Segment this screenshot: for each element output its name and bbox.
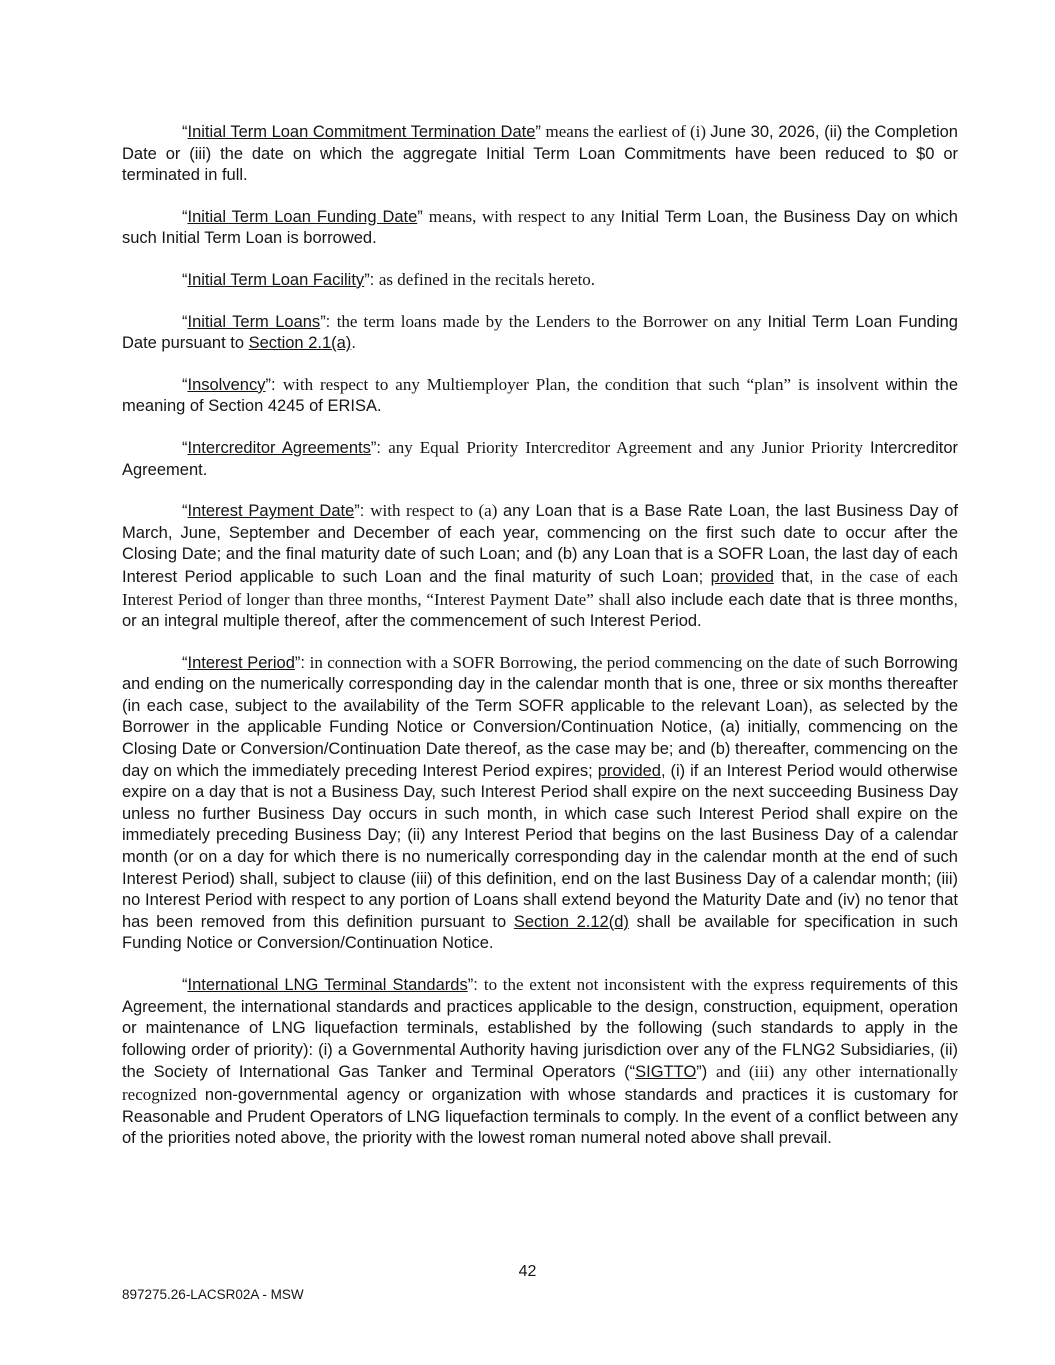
text-run: within the meaning of Section 4245 of ERISA. <box>122 375 958 416</box>
text-run: “ <box>182 976 188 994</box>
underlined-term: Section 2.12(d) <box>513 912 629 931</box>
text-run: ”: <box>265 375 283 394</box>
text-run: as defined in the recitals hereto. <box>378 269 596 289</box>
definition-paragraph <box>122 311 958 355</box>
underlined-term: Initial Term Loans <box>187 312 321 331</box>
page-number: 42 <box>518 1263 537 1280</box>
text-run: with respect to (a) <box>370 501 503 521</box>
document-body <box>122 121 958 1150</box>
text-run: any Loan that is a Base Rate Loan, the last Business Day of March, June, September and December of each year, commencing on the first such date to occur after the Closing Date; and the final maturity date of such Loan; and (b) any Loan that is a SOFR Loan, the last day of each Interest Period applicable to such Loan and the final maturity of such Loan; <box>122 502 958 586</box>
underlined-term: SIGTTO <box>635 1063 697 1082</box>
text-run: the term loans made by the Lenders to the Borrower on any <box>336 311 768 331</box>
text-run: that, <box>773 567 821 586</box>
definition-paragraph <box>122 437 958 481</box>
text-run: “ <box>182 502 188 521</box>
text-run: shall be available for specification in such Funding Notice or Conversion/Continuation Notice. <box>122 912 958 953</box>
underlined-term: Initial Term Loan Funding Date <box>187 207 418 226</box>
text-run: ”: <box>294 653 310 672</box>
underlined-term: Intercreditor Agreements <box>187 438 371 457</box>
text-run: ” <box>417 207 429 226</box>
text-run: Initial Term Loan, the Business Day on which such Initial Term Loan is borrowed. <box>122 207 958 248</box>
underlined-term: provided <box>710 567 774 586</box>
text-run: ”: <box>320 312 337 331</box>
text-run: also include each date that is three months, or an integral multiple thereof, after the commencement of such Interest Period. <box>122 590 959 631</box>
definition-paragraph <box>122 974 958 1150</box>
text-run: such Borrowing and ending on the numerically corresponding day in the calendar month that is one, three or six months thereafter (in each case, subject to the availability of the Term SOFR applicable to the relevant Loan), as selected by the Borrower in the applicable Funding Notice or Conversion/Continuation Notice, (a) initially, commencing on the Closing Date or Conversion/Continuation Date thereof, as the case may be; and (b) thereafter, commencing on the day on which the immediately preceding Interest Period expires; <box>122 653 958 780</box>
text-run: ”: <box>354 502 371 521</box>
text-run: ” <box>535 123 546 141</box>
document-control-number: 897275.26-LACSR02A - MSW <box>122 1287 304 1302</box>
text-run: and (iii) any other internationally recognized <box>122 1062 958 1104</box>
text-run: non-governmental agency or organization with whose standards and practices it is customary for Reasonable and Prudent Operators of LNG liquefaction terminals to comply. In the event of a conflict between any of the priorities noted above, the priority with the lowest roman numeral noted above shall prevail. <box>122 1085 958 1148</box>
underlined-term: Section 2.1(a) <box>248 334 352 353</box>
text-run: “ <box>182 123 188 141</box>
text-run: Intercreditor Agreement. <box>122 438 958 479</box>
definition-paragraph <box>122 652 958 955</box>
text-run: with respect to any Multiemployer Plan, the condition that such “plan” is insolvent <box>282 374 886 394</box>
text-run: “ <box>182 653 188 672</box>
text-run: ”: <box>467 976 484 994</box>
underlined-term: Initial Term Loan Commitment Termination Date <box>187 123 536 141</box>
underlined-term: Interest Payment Date <box>187 502 355 521</box>
text-run: means the earliest of (i) <box>545 122 711 141</box>
text-run: any Equal Priority Intercreditor Agreement and any Junior Priority <box>388 437 870 457</box>
text-run: “ <box>182 375 188 394</box>
underlined-term: Insolvency <box>187 375 266 394</box>
text-run: ”) <box>696 1063 716 1082</box>
text-run: Initial Term Loan Funding Date pursuant to <box>122 312 958 353</box>
underlined-term: Interest Period <box>187 653 295 672</box>
text-run: requirements of this Agreement, the international standards and practices applicable to the design, construction, equipment, operation or maintenance of LNG liquefaction terminals, established by the following (such standards to apply in the following order of priority): (i) a Governmental Authority having jurisdiction over any of the FLNG2 Subsidiaries, (ii) the Society of International Gas Tanker and Terminal Operators (“ <box>122 976 958 1082</box>
text-run: “ <box>182 438 188 457</box>
text-run: , (i) if an Interest Period would otherwise expire on a day that is not a Business Day, such Interest Period shall expire on the next succeeding Business Day unless no further Business Day occurs in such month, in which case such Interest Period shall expire on the immediately preceding Business Day; (ii) any Interest Period that begins on the last Business Day of a calendar month (or on a day for which there is no numerically corresponding day in the calendar month at the end of such Interest Period) shall, subject to clause (iii) of this definition, end on the last Business Day of a calendar month; (iii) no Interest Period with respect to any portion of Loans shall extend beyond the Maturity Date and (iv) no tenor that has been removed from this definition pursuant to <box>122 761 958 931</box>
definition-paragraph <box>122 374 958 418</box>
text-run: to the extent not inconsistent with the express <box>483 975 811 994</box>
definition-paragraph <box>122 206 958 250</box>
text-run: “ <box>182 270 188 289</box>
text-run: means, with respect to any <box>428 206 621 226</box>
definition-paragraph <box>122 269 958 292</box>
text-run: ”: <box>370 438 389 457</box>
definition-paragraph <box>122 500 958 633</box>
definition-paragraph <box>122 121 958 187</box>
underlined-term: Initial Term Loan Facility <box>187 270 365 289</box>
text-run: “ <box>182 207 188 226</box>
text-run: “ <box>182 312 188 331</box>
text-run: in connection with a SOFR Borrowing, the period commencing on the date of <box>309 652 845 672</box>
text-run: June 30, 2026, (ii) the Completion Date or (iii) the date on which the aggregate Initial Term Loan Commitments have been reduced to $0 or terminated in full. <box>122 123 958 185</box>
underlined-term: provided <box>597 761 661 780</box>
text-run: in the case of each Interest Period of longer than three months, “Interest Payment Date” shall <box>122 566 958 609</box>
underlined-term: International LNG Terminal Standards <box>187 976 468 994</box>
text-run: . <box>351 334 356 353</box>
text-run: ”: <box>364 270 379 289</box>
